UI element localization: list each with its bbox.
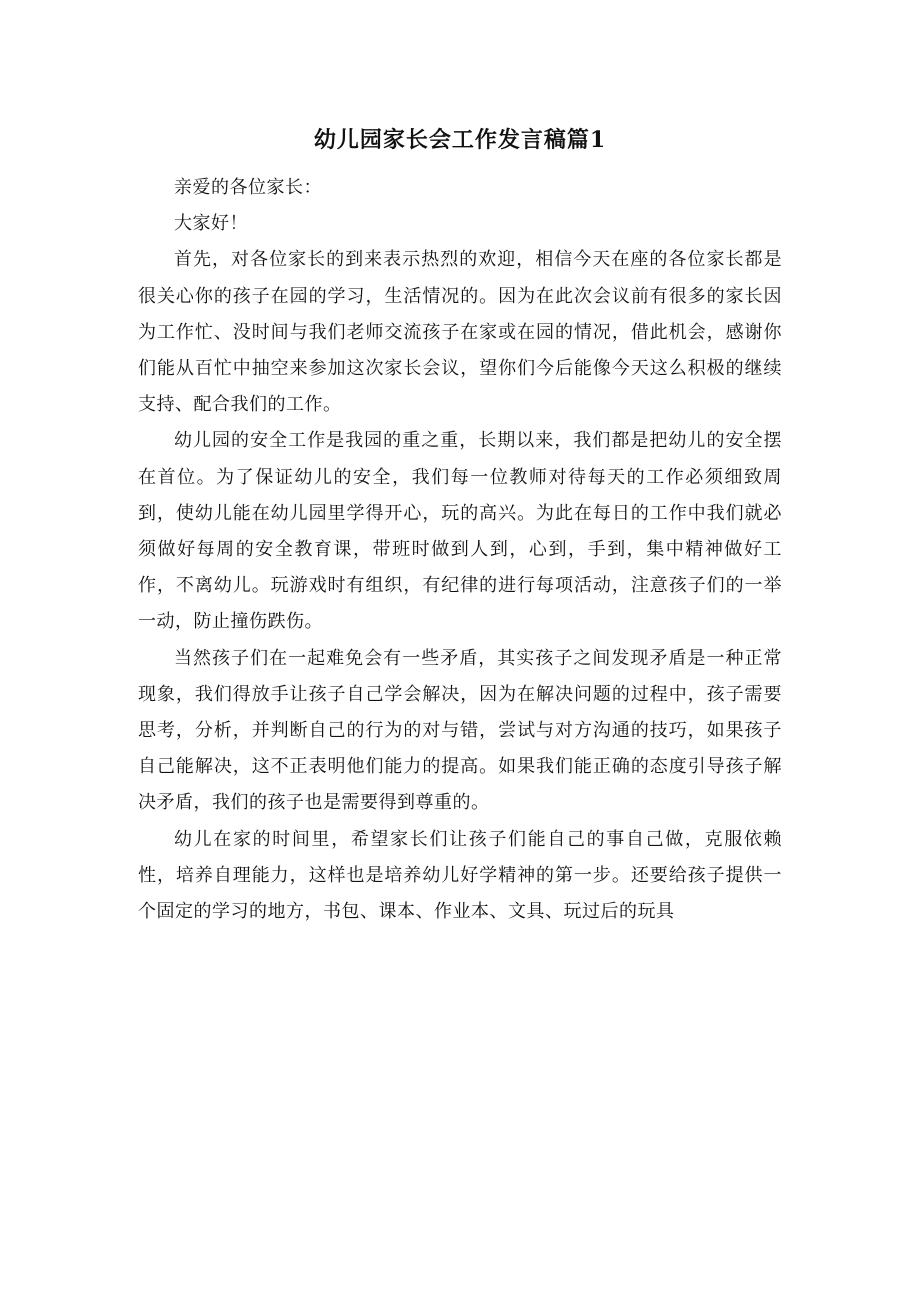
paragraph-home: 幼儿在家的时间里，希望家长们让孩子们能自己的事自己做，克服依赖性，培养自理能力，这样也是培养幼儿好学精神的第一步。还要给孩子提供一个固定的学习的地方，书包、课本、作业本、文具、玩过后的玩具 bbox=[138, 828, 782, 923]
salutation: 亲爱的各位家长： bbox=[174, 177, 322, 198]
paragraph-safety: 幼儿园的安全工作是我园的重之重，长期以来，我们都是把幼儿的安全摆在首位。为了保证幼儿的安全，我们每一位教师对待每天的工作必须细致周到，使幼儿能在幼儿园里学得开心，玩的高兴。为此在每日的工作中我们就必须做好每周的安全教育课，带班时做到人到，心到，手到，集中精神做好工作，不离幼儿。玩游戏时有组织，有纪律的进行每项活动，注意孩子们的一举一动，防止撞伤跌伤。 bbox=[138, 430, 782, 633]
document-body bbox=[138, 170, 782, 930]
document-title: 幼儿园家长会工作发言稿篇1 bbox=[313, 127, 607, 153]
greeting: 大家好！ bbox=[174, 213, 248, 235]
paragraph-conflicts: 当然孩子们在一起难免会有一些矛盾，其实孩子之间发现矛盾是一种正常现象，我们得放手让孩子自己学会解决，因为在解决问题的过程中，孩子需要思考，分析，并判断自己的行为的对与错，尝试与对方沟通的技巧，如果孩子自己能解决，这不正表明他们能力的提高。如果我们能正确的态度引导孩子解决矛盾，我们的孩子也是需要得到尊重的。 bbox=[138, 647, 782, 814]
paragraph-welcome: 首先，对各位家长的到来表示热烈的欢迎，相信今天在座的各位家长都是很关心你的孩子在园的学习，生活情况的。因为在此次会议前有很多的家长因为工作忙、没时间与我们老师交流孩子在家或在园的情况，借此机会，感谢你们能从百忙中抽空来参加这次家长会议，望你们今后能像今天这么积极的继续支持、配合我们的工作。 bbox=[138, 249, 782, 416]
